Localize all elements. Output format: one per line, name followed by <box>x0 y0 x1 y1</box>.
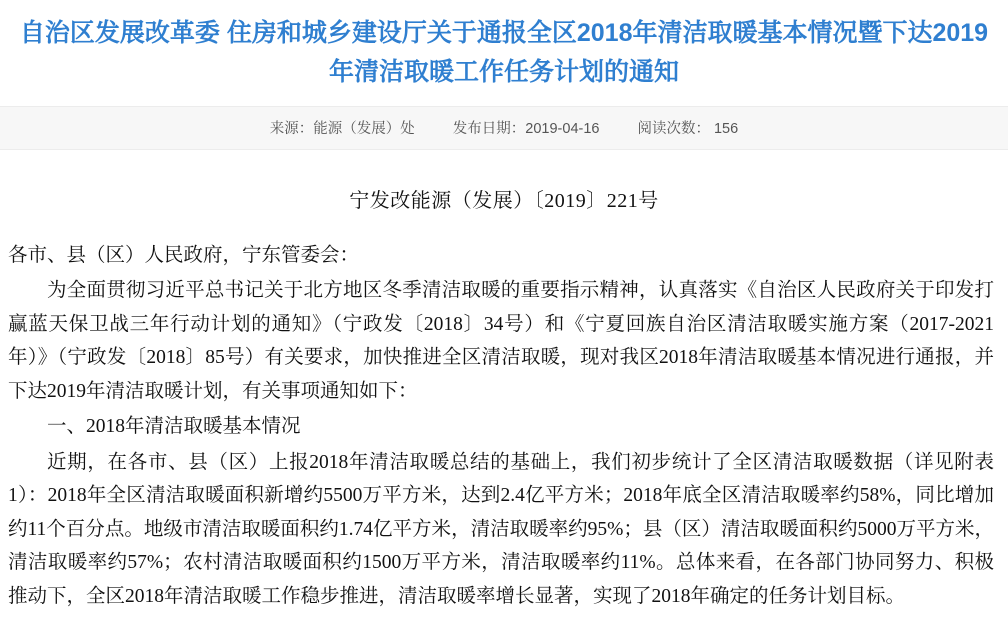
body-paragraph-intro: 为全面贯彻习近平总书记关于北方地区冬季清洁取暖的重要指示精神，认真落实《自治区人民政府关于印发打赢蓝天保卫战三年行动计划的通知》（宁政发〔2018〕34号）和《宁夏回族自治区清洁取暖实施方案（2017-2021年）》（宁政发〔2018〕85号）有关要求，加快推进全区清洁取暖，现对我区2018年清洁取暖基本情况进行通报，并下达2019年清洁取暖计划，有关事项通知如下： <box>8 280 994 402</box>
document-meta-bar <box>0 106 1008 150</box>
body-paragraph-addressee: 各市、县（区）人民政府，宁东管委会： <box>8 244 360 266</box>
document-body <box>0 239 1008 614</box>
meta-source: 来源：能源（发展）处 <box>269 121 415 137</box>
document-number: 宁发改能源（发展）〔2019〕221号 <box>349 189 659 212</box>
meta-publish-date: 发布日期：2019-04-16 <box>452 121 600 137</box>
body-paragraph-section-heading: 一、2018年清洁取暖基本情况 <box>47 416 301 438</box>
title-block <box>0 0 1008 100</box>
body-paragraph-statistics: 近期，在各市、县（区）上报2018年清洁取暖总结的基础上，我们初步统计了全区清洁取暖数据（详见附表1）：2018年全区清洁取暖面积新增约5500万平方米，达到2.4亿平方米；2018年底全区清洁取暖率约58%，同比增加约11个百分点。地级市清洁取暖面积约1.74亿平方米，清洁取暖率约95%；县（区）清洁取暖面积约5000万平方米，清洁取暖率约57%；农村清洁取暖面积约1500万平方米，清洁取暖率约11%。总体来看，在各部门协同努力、积极推动下，全区2018年清洁取暖工作稳步推进，清洁取暖率增长显著，实现了2018年确定的任务计划目标。 <box>8 451 994 607</box>
meta-view-count: 阅读次数： 156 <box>637 121 739 137</box>
page-title: 自治区发展改革委 住房和城乡建设厅关于通报全区2018年清洁取暖基本情况暨下达2019年清洁取暖工作任务计划的通知 <box>19 19 989 86</box>
